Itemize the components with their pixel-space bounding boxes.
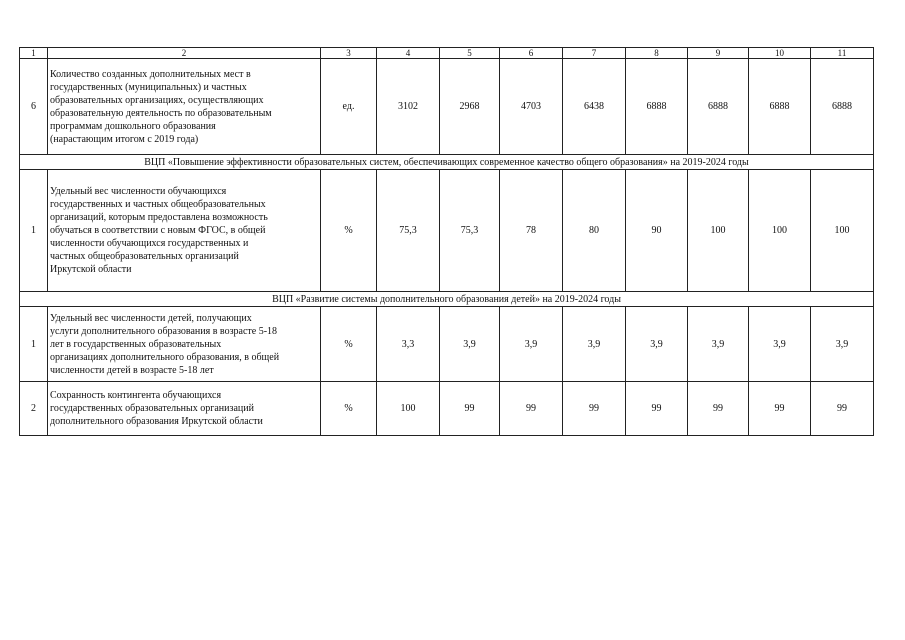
- unit-cell: %: [321, 382, 377, 436]
- section-heading-row: [20, 292, 874, 307]
- row-number: 2: [20, 382, 48, 436]
- value-cell: 99: [440, 382, 500, 436]
- column-number: 8: [626, 48, 688, 59]
- indicator-description: [48, 59, 321, 155]
- column-number: 5: [440, 48, 500, 59]
- description-line: Количество созданных дополнительных мест в: [50, 68, 251, 80]
- row-number: 6: [20, 59, 48, 155]
- description-line: государственных образовательных организаций: [50, 403, 254, 414]
- value-cell: 3,9: [440, 307, 500, 382]
- column-number: 10: [749, 48, 811, 59]
- description-line: лет в государственных образовательных: [50, 338, 222, 350]
- section-heading: ВЦП «Повышение эффективности образовательных систем, обеспечивающих современное качество общего образования» на 2019-2024 годы: [20, 155, 874, 170]
- table-row: [20, 170, 874, 292]
- section-heading: ВЦП «Развитие системы дополнительного образования детей» на 2019-2024 годы: [20, 292, 874, 307]
- value-cell: 100: [811, 170, 874, 292]
- indicators-table: [19, 47, 874, 436]
- column-number: 11: [811, 48, 874, 59]
- value-cell: 78: [500, 170, 563, 292]
- column-number: 9: [688, 48, 749, 59]
- value-cell: 100: [688, 170, 749, 292]
- value-cell: 6888: [626, 59, 688, 155]
- value-cell: 6888: [811, 59, 874, 155]
- value-cell: 6438: [563, 59, 626, 155]
- value-cell: 90: [626, 170, 688, 292]
- description-line: образовательную деятельность по образовательным: [50, 107, 272, 119]
- value-cell: 75,3: [377, 170, 440, 292]
- value-cell: 100: [749, 170, 811, 292]
- indicator-description: [48, 307, 321, 382]
- value-cell: 3,9: [500, 307, 563, 382]
- value-cell: 99: [563, 382, 626, 436]
- column-number-row: [20, 48, 874, 59]
- table-row: [20, 307, 874, 382]
- indicator-description: [48, 170, 321, 292]
- value-cell: 99: [811, 382, 874, 436]
- description-line: обучаться в соответствии с новым ФГОС, в общей: [50, 225, 266, 236]
- description-line: дополнительного образования Иркутской области: [50, 416, 263, 427]
- description-line: Иркутской области: [50, 264, 132, 275]
- value-cell: 3,9: [688, 307, 749, 382]
- value-cell: 99: [749, 382, 811, 436]
- column-number: 1: [20, 48, 48, 59]
- description-line: государственных и частных общеобразовательных: [50, 199, 266, 210]
- value-cell: 3,9: [749, 307, 811, 382]
- description-line: (нарастающим итогом с 2019 года): [50, 133, 199, 145]
- value-cell: 100: [377, 382, 440, 436]
- column-number: 7: [563, 48, 626, 59]
- value-cell: 99: [500, 382, 563, 436]
- description-line: частных общеобразовательных организаций: [50, 251, 239, 262]
- table-row: [20, 59, 874, 155]
- description-line: численности обучающихся государственных и: [50, 238, 249, 249]
- value-cell: 75,3: [440, 170, 500, 292]
- description-line: организациях дополнительного образования, в общей: [50, 351, 280, 363]
- value-cell: 3102: [377, 59, 440, 155]
- value-cell: 99: [688, 382, 749, 436]
- value-cell: 6888: [749, 59, 811, 155]
- value-cell: 3,3: [377, 307, 440, 382]
- value-cell: 99: [626, 382, 688, 436]
- description-line: Удельный вес численности детей, получающих: [50, 312, 252, 324]
- description-line: образовательных организациях, осуществляющих: [50, 94, 264, 106]
- description-line: услуги дополнительного образования в возрасте 5-18: [50, 325, 278, 337]
- value-cell: 3,9: [626, 307, 688, 382]
- value-cell: 4703: [500, 59, 563, 155]
- column-number: 2: [48, 48, 321, 59]
- value-cell: 80: [563, 170, 626, 292]
- description-line: численности детей в возрасте 5-18 лет: [50, 364, 214, 376]
- description-line: Сохранность контингента обучающихся: [50, 390, 222, 401]
- row-number: 1: [20, 170, 48, 292]
- unit-cell: ед.: [321, 59, 377, 155]
- column-number: 6: [500, 48, 563, 59]
- unit-cell: %: [321, 170, 377, 292]
- column-number: 3: [321, 48, 377, 59]
- description-line: программам дошкольного образования: [50, 120, 216, 132]
- description-line: Удельный вес численности обучающихся: [50, 186, 227, 197]
- description-line: организаций, которым предоставлена возможность: [50, 212, 268, 223]
- row-number: 1: [20, 307, 48, 382]
- unit-cell: %: [321, 307, 377, 382]
- indicator-description: [48, 382, 321, 436]
- value-cell: 3,9: [563, 307, 626, 382]
- value-cell: 2968: [440, 59, 500, 155]
- value-cell: 3,9: [811, 307, 874, 382]
- section-heading-row: [20, 155, 874, 170]
- value-cell: 6888: [688, 59, 749, 155]
- description-line: государственных (муниципальных) и частных: [50, 81, 247, 93]
- column-number: 4: [377, 48, 440, 59]
- table-row: [20, 382, 874, 436]
